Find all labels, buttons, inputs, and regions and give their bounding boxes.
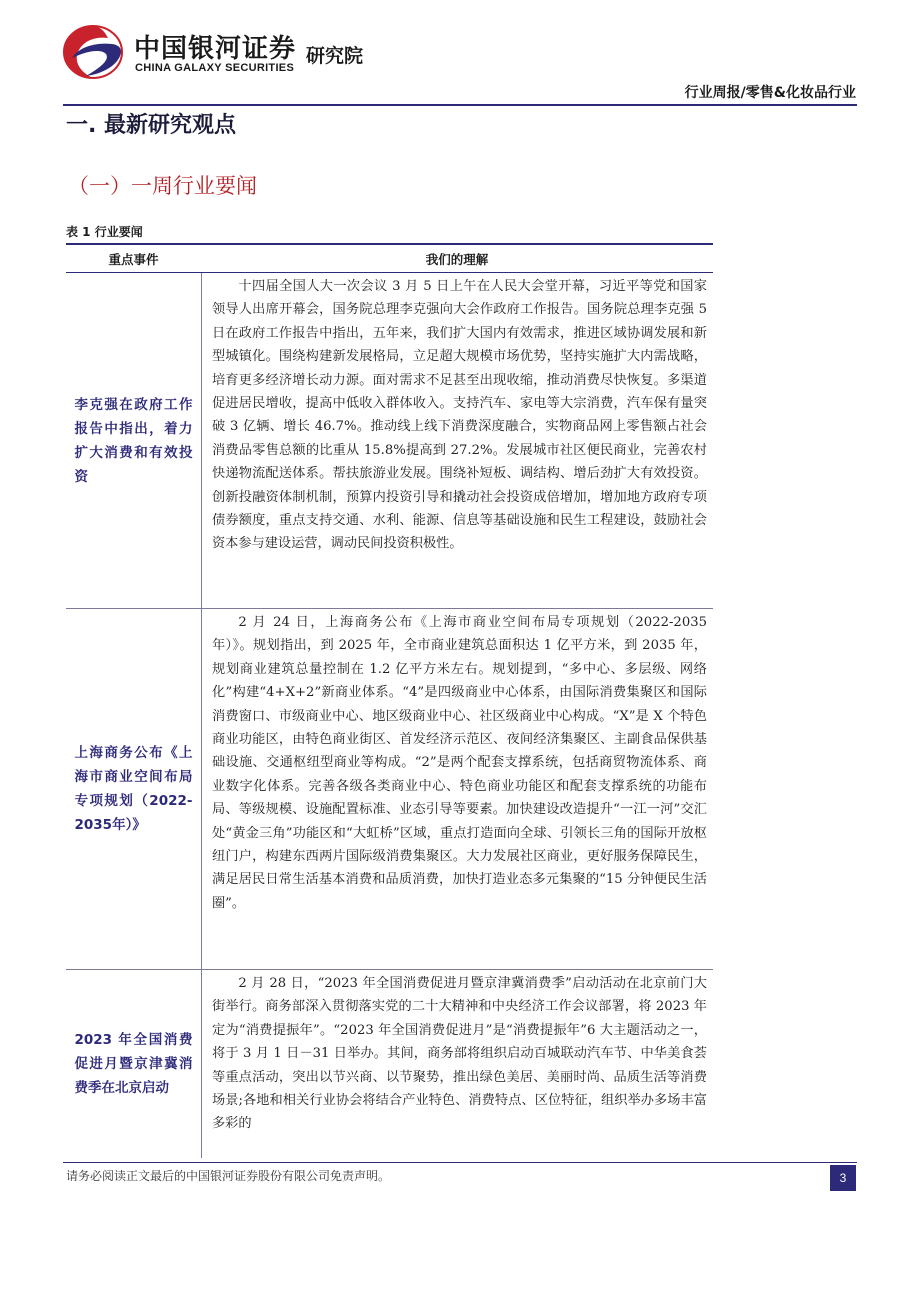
news-table — [66, 243, 713, 1158]
row-body-cell — [202, 609, 713, 969]
subsection-heading: （一）一周行业要闻 — [68, 174, 257, 198]
section-heading: 一. 最新研究观点 — [66, 113, 237, 138]
table-caption: 表 1 行业要闻 — [66, 225, 143, 239]
row-body-cell — [202, 970, 713, 1158]
table-row — [66, 273, 713, 609]
header-divider — [63, 104, 857, 106]
company-logo — [60, 22, 380, 82]
header-understanding: 我们的理解 — [425, 251, 489, 267]
row-event-cell — [66, 273, 202, 608]
galaxy-logo-icon — [60, 22, 126, 82]
row-body-text: 2 月 24 日，上海商务公布《上海市商业空间布局专项规划（2022-2035 年）》。规划指出，到 2025 年，全市商业建筑总面积达 1 亿平方米，到 2035 年，规划商业建筑总量控制在 1.2 亿平方米左右。规划提到，“多中心、多层级、网络化”构建“4+X+2”新商业体系。“4”是四级商业中心体系，由国际消费集聚区和国际消费窗口、市级商业中心、地区级商业中心、社区级商业中心构成。“X”是 X 个特色商业功能区，由特色商业街区、首发经济示范区、夜间经济集聚区、主副食品保供基础设施、交通枢纽型商业等构成。“2”是两个配套支撑系统，包括商贸物流体系、商业数字化体系。完善各级各类商业中心、特色商业功能区和配套支撑系统的功能布局、等级规模、设施配置标准、业态引导等要素。加快建设改造提升“一江一河”交汇处“黄金三角”功能区和“大虹桥”区域，重点打造面向全球、引领长三角的国际开放枢纽门户，构建东西两片国际级消费集聚区。大力发展社区商业，更好服务保障民生，满足居民日常生活基本消费和品质消费，加快打造业态多元集聚的“15 分钟便民生活圈”。 — [212, 615, 707, 911]
header-event: 重点事件 — [108, 251, 159, 267]
report-type: 行业周报/零售&化妆品行业 — [684, 85, 856, 101]
footer-divider — [63, 1162, 857, 1163]
brand-name-en: CHINA GALAXY SECURITIES — [135, 62, 295, 74]
table-row — [66, 609, 713, 970]
row-event-text: 李克强在政府工作报告中指出，着力扩大消费和有效投资 — [74, 396, 193, 485]
row-event-text: 2023 年全国消费促进月暨京津冀消费季在北京启动 — [74, 1032, 193, 1096]
institute-label: 研究院 — [306, 45, 364, 67]
table-row — [66, 970, 713, 1158]
row-body-text: 十四届全国人大一次会议 3 月 5 日上午在人民大会堂开幕，习近平等党和国家领导人出席开幕会，国务院总理李克强向大会作政府工作报告。国务院总理李克强 5 日在政府工作报告中指出，五年来，我们扩大国内有效需求，推进区域协调发展和新型城镇化。围绕构建新发展格局，立足超大规模市场优势，坚持实施扩大内需战略，培育更多经济增长动力源。面对需求不足甚至出现收缩，推动消费尽快恢复。多渠道促进居民增收，提高中低收入群体收入。支持汽车、家电等大宗消费，汽车保有量突破 3 亿辆、增长 46.7%。推动线上线下消费深度融合，实物商品网上零售额占社会消费品零售总额的比重从 15.8%提高到 27.2%。发展城市社区便民商业，完善农村快递物流配送体系。帮扶旅游业发展。围绕补短板、调结构、增后劲扩大有效投资。创新投融资体制机制，预算内投资引导和撬动社会投资成倍增加，增加地方政府专项债券额度，重点支持交通、水利、能源、信息等基础设施和民生工程建设，鼓励社会资本参与建设运营，调动民间投资积极性。 — [212, 279, 707, 552]
row-event-cell — [66, 609, 202, 969]
row-event-cell — [66, 970, 202, 1158]
brand-name-cn: 中国银河证券 — [134, 34, 297, 64]
row-event-text: 上海商务公布《上海市商业空间布局专项规划（2022-2035年）》 — [74, 745, 193, 833]
row-body-cell — [202, 273, 713, 608]
footer-disclaimer: 请务必阅读正文最后的中国银河证券股份有限公司免责声明。 — [66, 1169, 391, 1183]
table-header — [66, 243, 713, 273]
page-number: 3 — [830, 1165, 856, 1191]
row-body-text: 2 月 28 日，“2023 年全国消费促进月暨京津冀消费季”启动活动在北京前门大街举行。商务部深入贯彻落实党的二十大精神和中央经济工作会议部署，将 2023 年定为“消费提振年”。“2023 年全国消费促进月”是“消费提振年”6 大主题活动之一，将于 3 月 1 日－31 日举办。其间，商务部将组织启动百城联动汽车节、中华美食荟等重点活动，突出以节兴商、以节聚势，推出绿色美居、美丽时尚、品质生活等消费场景;各地和相关行业协会将结合产业特色、消费特点、区位特征，组织举办多场丰富多彩的 — [212, 976, 707, 1132]
